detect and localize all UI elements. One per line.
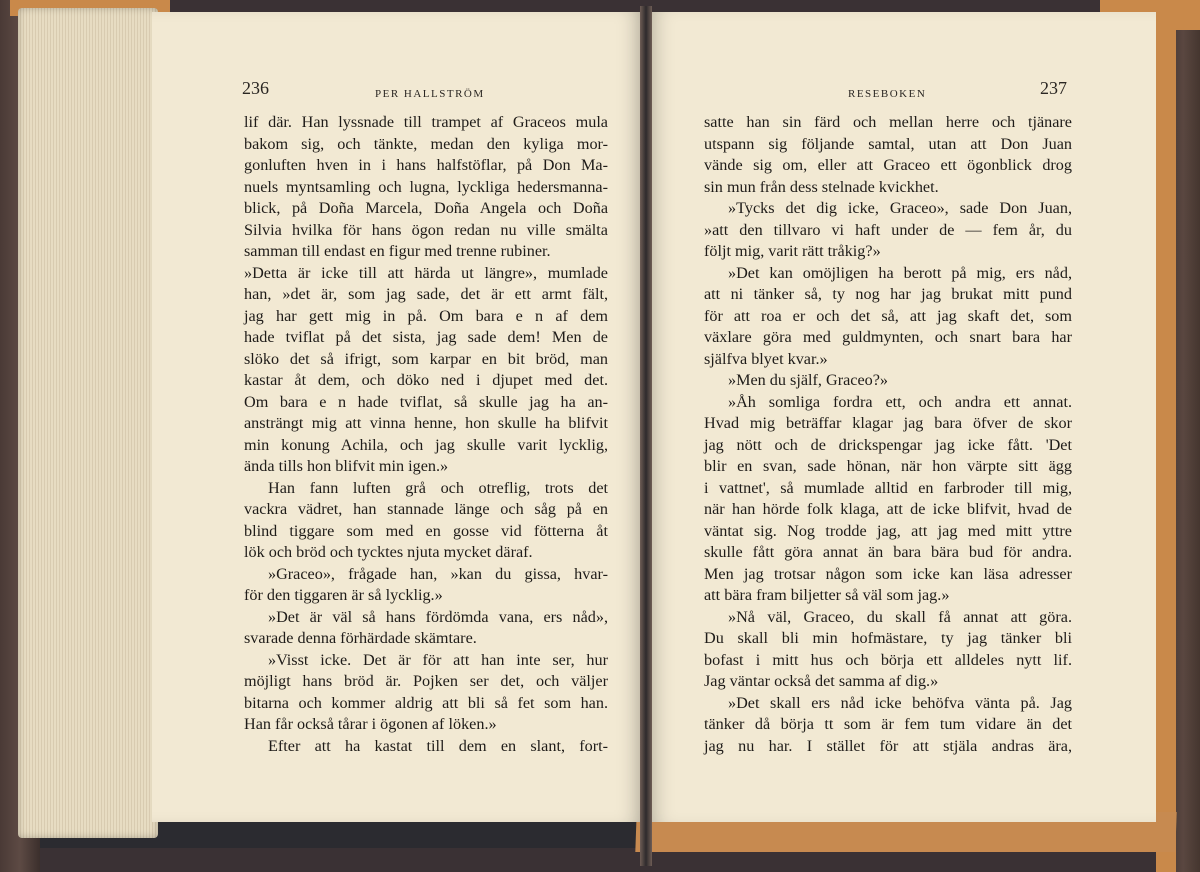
right-page-number: 237	[1040, 78, 1067, 98]
text-line: ända tills hon blifvit min igen.»	[244, 457, 449, 475]
right-running-head: RESEBOKEN	[848, 88, 927, 100]
text-line: »Detta är icke till att härda ut längre», mumlade	[244, 263, 608, 282]
text-line: »Men du själf, Graceo?»	[728, 371, 889, 389]
text-line: kastar åt dem, och döko ned i djupet med det.	[244, 371, 608, 389]
text-line: jag har gett mig in på. Om bara e n af dem	[244, 306, 608, 325]
text-line: Efter att ha kastat till dem en slant, fort-	[268, 736, 608, 755]
text-line: att bära fram biljetter så väl som jag.»	[704, 586, 950, 604]
text-line: vackra vädret, han stannade länge och såg på en	[244, 500, 608, 518]
text-line: vände sig om, eller att Graceo ett ögonblick drog	[704, 156, 1072, 174]
text-line: blick, på Doña Marcela, Doña Angela och Doña	[244, 199, 608, 217]
text-line: Om bara e n hade tviflat, så skulle jag ha an-	[244, 392, 608, 411]
text-line: Men jag trotsar någon som icke kan läsa adresser	[704, 564, 1072, 583]
text-line: sin mun från dess stelnade kvickhet.	[704, 177, 939, 196]
text-line: lif där. Han lyssnade till trampet af Graceos mula	[244, 113, 608, 131]
text-line: växlare göra med guldmynten, och snart bara har	[704, 328, 1072, 346]
text-line: i vattnet', så mumlade alltid en farbroder till mig,	[704, 478, 1072, 497]
text-line: nuels myntsamling och lugna, lyckliga hedersmanna-	[244, 177, 608, 196]
text-line: blind tiggare som med en gosse vid fötterna åt	[244, 521, 608, 540]
text-line: »att den tillvaro vi haft under de — fem år, du	[704, 220, 1072, 239]
text-line: tänker då börja tt som är fem tum vidare än det	[704, 715, 1072, 733]
left-page-number: 236	[242, 78, 269, 98]
text-line: blir en svan, sade hönan, när hon värpte sitt ägg	[704, 457, 1072, 475]
text-line: att ni tänker så, ty nog har jag brukat mitt pund	[704, 285, 1072, 303]
text-line: jag nu har. I stället för att stjäla andras ära,	[704, 736, 1072, 755]
text-line: bakom sig, och tänkte, medan den kyliga mor-	[244, 134, 608, 153]
text-line: »Åh somliga fordra ett, och andra ett annat.	[728, 392, 1072, 411]
text-line: Silvia hvilka för hans ögon redan nu ville smälta	[244, 220, 608, 239]
left-running-head: PER HALLSTRÖM	[375, 88, 485, 100]
text-line: min konung Achila, och jag skulle varit lycklig,	[244, 435, 608, 454]
text-line: bofast i mitt hus och börja ett alldeles nytt lif.	[704, 650, 1072, 669]
text-line: »Visst icke. Det är för att han inte ser, hur	[268, 650, 608, 669]
text-line: ansträngt mig att vinna henne, hon skulle ha blifvit	[244, 414, 608, 432]
text-line: »Det är väl så hans fördömda vana, ers nåd»,	[268, 607, 608, 626]
text-line: Hvad mig beträffar klagar jag bara öfver de skor	[704, 414, 1072, 432]
text-line: gonluften hven in i hans halfstöflar, på Don Ma-	[244, 156, 608, 174]
left-page-header	[242, 78, 269, 99]
text-line: möjligt hans bröd är. Pojken ser det, och väljer	[244, 672, 608, 690]
text-line: »Graceo», frågade han, »kan du gissa, hvar-	[268, 564, 608, 583]
text-line: väntat sig. Nog trodde jag, att jag med mitt yttre	[704, 521, 1072, 540]
text-line: Han fann luften grå och otreflig, trots det	[268, 478, 608, 497]
right-page-header	[1040, 78, 1067, 99]
text-line: när han hörde folk klaga, att de icke blifvit, hvad de	[704, 500, 1072, 518]
text-line: Jag väntar också det samma af dig.»	[704, 672, 939, 690]
text-line: jag nött och de drickspengar jag icke fått. 'Det	[704, 435, 1072, 454]
right-page-text	[704, 112, 1072, 757]
text-line: följt mig, varit rätt tråkig?»	[704, 242, 881, 260]
text-line: slöko det så ifrigt, som karpar en bit bröd, man	[244, 349, 608, 368]
cover-corner-right-edge	[1156, 0, 1176, 872]
text-line: utspann sig följande samtal, utan att Don Juan	[704, 134, 1072, 153]
text-line: hade tviflat på det sista, jag sade dem! Men de	[244, 328, 608, 346]
left-running-head-wrap	[375, 84, 485, 102]
text-line: svarade denna förhärdade skämtare.	[244, 629, 477, 647]
text-line: »Det kan omöjligen ha berott på mig, ers nåd,	[728, 263, 1072, 282]
text-line: skulle fått göra annat än bara bära bud för andra.	[704, 543, 1072, 561]
left-page-text	[244, 112, 608, 757]
text-line: själfva blyet kvar.»	[704, 349, 828, 368]
text-line: samman till endast en figur med trenne rubiner.	[244, 242, 551, 260]
page-stack-edge	[18, 8, 158, 838]
text-line: han, »det är, som jag sade, det är ett armt fält,	[244, 285, 608, 303]
text-line: »Tycks det dig icke, Graceo», sade Don Juan,	[728, 199, 1072, 217]
text-line: »Det skall ers nåd icke behöfva vänta på. Jag	[728, 693, 1072, 712]
text-line: för att roa er och det så, att jag skaft det, som	[704, 306, 1072, 325]
book-gutter	[640, 6, 652, 866]
right-running-head-wrap	[848, 84, 926, 102]
text-line: »Nå väl, Graceo, du skall få annat att göra.	[728, 607, 1072, 626]
text-line: Han får också tårar i ögonen af löken.»	[244, 715, 497, 733]
text-line: bitarna och kommer aldrig att bli så fet som han.	[244, 693, 608, 712]
text-line: satte han sin färd och mellan herre och tjänare	[704, 113, 1072, 131]
text-line: lök och bröd och tycktes njuta mycket däraf.	[244, 543, 533, 561]
text-line: för den tiggaren är så lycklig.»	[244, 586, 443, 604]
text-line: Du skall bli min hofmästare, ty jag tänker bli	[704, 629, 1072, 647]
